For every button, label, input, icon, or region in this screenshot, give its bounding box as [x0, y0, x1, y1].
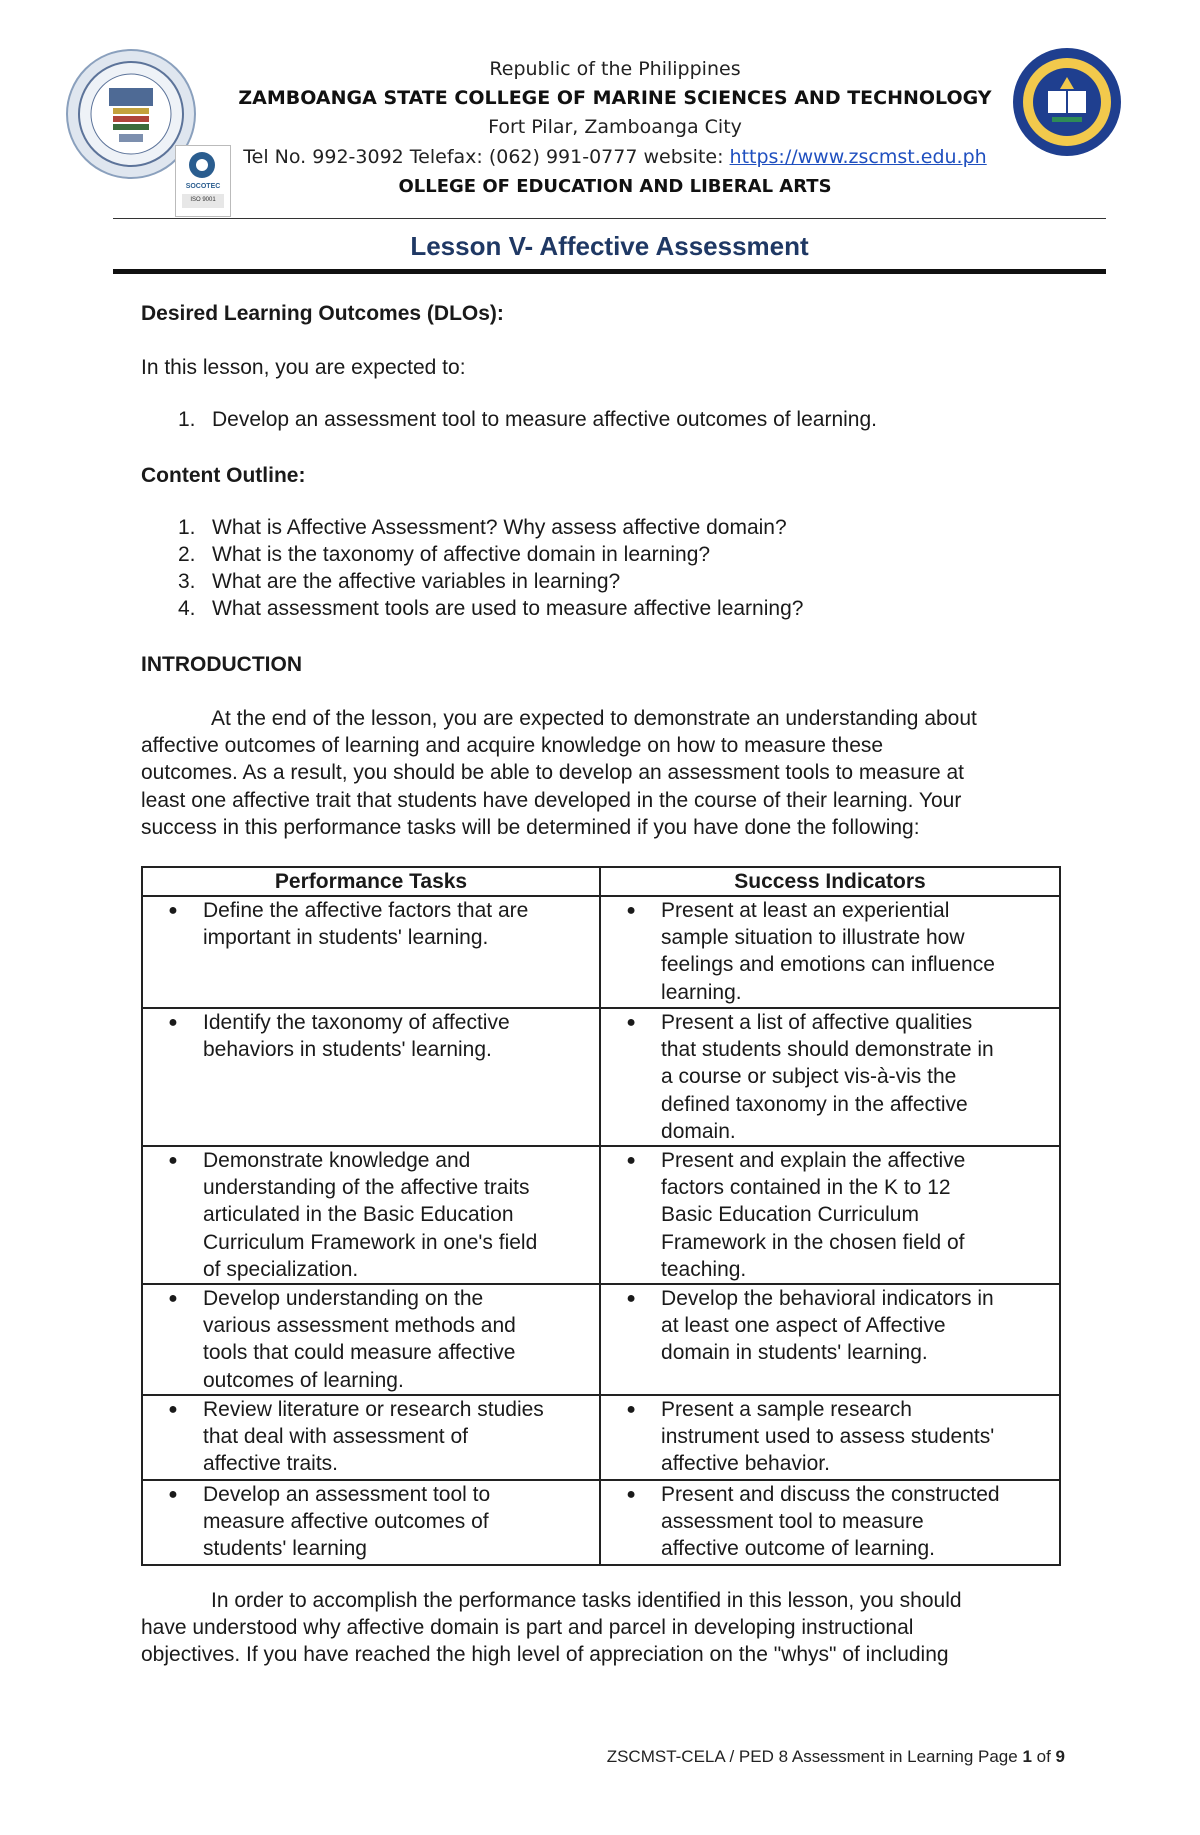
- cell-line: Present at least an experiential: [661, 899, 950, 922]
- cell-line: Curriculum Framework in one's field: [203, 1230, 538, 1254]
- department-seal-logo: [1012, 47, 1122, 157]
- college-name: ZAMBOANGA STATE COLLEGE OF MARINE SCIENCES AND TECHNOLOGY: [238, 87, 992, 109]
- cell-line: Present and discuss the constructed: [661, 1482, 1000, 1506]
- cell-line: Develop understanding on the: [203, 1287, 484, 1311]
- table-row: [142, 1395, 1060, 1480]
- cell-line: Framework in the chosen field of: [661, 1230, 965, 1254]
- success-indicator-cell: [600, 1146, 1060, 1284]
- table-header-row: [142, 867, 1060, 896]
- introduction-heading: INTRODUCTION: [141, 653, 302, 676]
- cell-text: [661, 1396, 1059, 1478]
- outline-item: 4. What assessment tools are used to measure affective learning?: [178, 597, 804, 620]
- cell-line: instrument used to assess students': [661, 1425, 995, 1449]
- column-header-indicators: Success Indicators: [600, 867, 1060, 896]
- outline-item: 1. What is Affective Assessment? Why assess affective domain?: [178, 516, 787, 539]
- performance-table: [141, 866, 1061, 1566]
- cell-line: feelings and emotions can influence: [661, 953, 995, 977]
- iso-label: ISO 9001: [190, 197, 216, 203]
- cell-line: that students should demonstrate in: [661, 1038, 994, 1062]
- contact-line: [230, 146, 1000, 168]
- bullet-icon: ●: [168, 902, 178, 919]
- cell-text: [661, 1009, 1059, 1145]
- table-row: [142, 1146, 1060, 1284]
- cell-text: [661, 897, 1059, 1006]
- cell-line: domain.: [661, 1119, 736, 1143]
- performance-task-cell: [142, 1284, 600, 1395]
- bullet-icon: ●: [626, 1485, 636, 1503]
- bullet-icon: ●: [168, 1400, 178, 1418]
- page-footer: ZSCMST-CELA / PED 8 Assessment in Learning Page 1 of 9: [606, 1747, 1065, 1766]
- cell-line: Develop the behavioral indicators in: [661, 1287, 994, 1311]
- cell-line: important in students' learning.: [203, 926, 489, 950]
- cell-text: [661, 1147, 1059, 1283]
- college-location: Fort Pilar, Zamboanga City: [488, 116, 742, 138]
- cell-line: Present a list of affective qualities: [661, 1011, 973, 1034]
- table-row: [142, 896, 1060, 1008]
- cell-line: affective outcome of learning.: [661, 1537, 935, 1561]
- cell-line: Identify the taxonomy of affective: [203, 1011, 510, 1034]
- bullet-icon: ●: [626, 1290, 636, 1308]
- cell-line: outcomes of learning.: [203, 1368, 404, 1392]
- bullet-icon: ●: [626, 1400, 636, 1418]
- certification-icon: [189, 152, 215, 178]
- contact-numbers: Tel No. 992-3092 Telefax: (062) 991-0777 website:: [243, 146, 730, 168]
- page-total: 9: [1055, 1747, 1065, 1766]
- cell-line: Define the affective factors that are: [203, 899, 529, 922]
- table-row: [142, 1008, 1060, 1146]
- dlo-heading: Desired Learning Outcomes (DLOs):: [141, 302, 504, 325]
- success-indicator-cell: [600, 1284, 1060, 1395]
- cell-text: [661, 1285, 1059, 1367]
- cell-text: [203, 1009, 599, 1063]
- cell-line: that deal with assessment of: [203, 1425, 468, 1449]
- header-divider: [113, 218, 1106, 219]
- closing-paragraph: In order to accomplish the performance tasks identified in this lesson, you should have understood why affective domain is part and parcel in developing instructional objectives. If you have reached the high level of appreciation on the "whys" of including: [141, 1589, 962, 1667]
- bullet-icon: ●: [168, 1152, 178, 1170]
- page-number: 1: [1022, 1747, 1032, 1766]
- bullet-icon: ●: [626, 902, 636, 919]
- cell-line: measure affective outcomes of: [203, 1510, 489, 1534]
- success-indicator-cell: [600, 1480, 1060, 1565]
- cell-line: a course or subject vis-à-vis the: [661, 1065, 957, 1089]
- cell-line: Present and explain the affective: [661, 1149, 966, 1173]
- cell-line: of specialization.: [203, 1257, 359, 1281]
- outline-item: 3. What are the affective variables in learning?: [178, 570, 621, 593]
- column-header-tasks: Performance Tasks: [142, 867, 600, 896]
- cell-text: [203, 897, 599, 951]
- cell-line: factors contained in the K to 12: [661, 1176, 951, 1200]
- department-name: OLLEGE OF EDUCATION AND LIBERAL ARTS: [398, 176, 832, 197]
- website-link[interactable]: https://www.zscmst.edu.ph: [729, 146, 987, 168]
- cell-line: various assessment methods and: [203, 1314, 516, 1338]
- bullet-icon: ●: [626, 1152, 636, 1170]
- cell-text: [203, 1396, 599, 1478]
- bullet-icon: ●: [626, 1014, 636, 1031]
- success-indicator-cell: [600, 1008, 1060, 1146]
- cell-line: students' learning: [203, 1537, 367, 1561]
- cell-line: affective traits.: [203, 1452, 339, 1476]
- cell-line: articulated in the Basic Education: [203, 1203, 514, 1227]
- title-divider: [113, 269, 1106, 274]
- cell-line: domain in students' learning.: [661, 1341, 928, 1365]
- cell-line: Basic Education Curriculum: [661, 1203, 919, 1227]
- cell-line: defined taxonomy in the affective: [661, 1092, 968, 1116]
- cell-text: [203, 1481, 599, 1563]
- cell-line: assessment tool to measure: [661, 1510, 924, 1534]
- cell-text: [203, 1147, 599, 1283]
- performance-task-cell: [142, 1480, 600, 1565]
- bullet-icon: ●: [168, 1014, 178, 1031]
- dlo-intro: In this lesson, you are expected to:: [141, 356, 466, 379]
- cell-line: sample situation to illustrate how: [661, 926, 965, 950]
- bullet-icon: ●: [168, 1485, 178, 1503]
- success-indicator-cell: [600, 896, 1060, 1008]
- content-outline-heading: Content Outline:: [141, 464, 306, 487]
- table-row: [142, 1284, 1060, 1395]
- cell-line: understanding of the affective traits: [203, 1176, 530, 1200]
- cell-line: Develop an assessment tool to: [203, 1482, 491, 1506]
- performance-task-cell: [142, 1008, 600, 1146]
- iso-brand: SOCOTEC: [185, 183, 221, 190]
- cell-text: [661, 1481, 1059, 1563]
- performance-task-cell: [142, 1146, 600, 1284]
- cell-line: behaviors in students' learning.: [203, 1038, 492, 1062]
- dlo-item: 1. Develop an assessment tool to measure affective outcomes of learning.: [178, 408, 877, 431]
- cell-line: affective behavior.: [661, 1452, 830, 1476]
- cell-line: tools that could measure affective: [203, 1341, 516, 1365]
- cell-line: learning.: [661, 980, 742, 1004]
- performance-task-cell: [142, 1395, 600, 1480]
- republic-line: Republic of the Philippines: [489, 58, 741, 80]
- cell-text: [203, 1285, 599, 1394]
- success-indicator-cell: [600, 1395, 1060, 1480]
- cell-line: Review literature or research studies: [203, 1397, 544, 1421]
- cell-line: teaching.: [661, 1257, 747, 1281]
- performance-task-cell: [142, 896, 600, 1008]
- outline-item: 2. What is the taxonomy of affective domain in learning?: [178, 543, 711, 566]
- cell-line: Present a sample research: [661, 1397, 912, 1421]
- table-row: [142, 1480, 1060, 1565]
- introduction-paragraph: At the end of the lesson, you are expected to demonstrate an understanding about affective outcomes of learning and acquire knowledge on how to measure these outcomes. As a result, you should be able to develop an assessment tools to measure at least one affective trait that students have developed in the course of their learning. Your success in this performance tasks will be determined if you have done the following:: [141, 707, 977, 839]
- iso-certification-badge: [175, 145, 231, 217]
- cell-line: at least one aspect of Affective: [661, 1314, 946, 1338]
- lesson-title: Lesson V- Affective Assessment: [410, 231, 809, 261]
- bullet-icon: ●: [168, 1290, 178, 1308]
- cell-line: Demonstrate knowledge and: [203, 1149, 471, 1173]
